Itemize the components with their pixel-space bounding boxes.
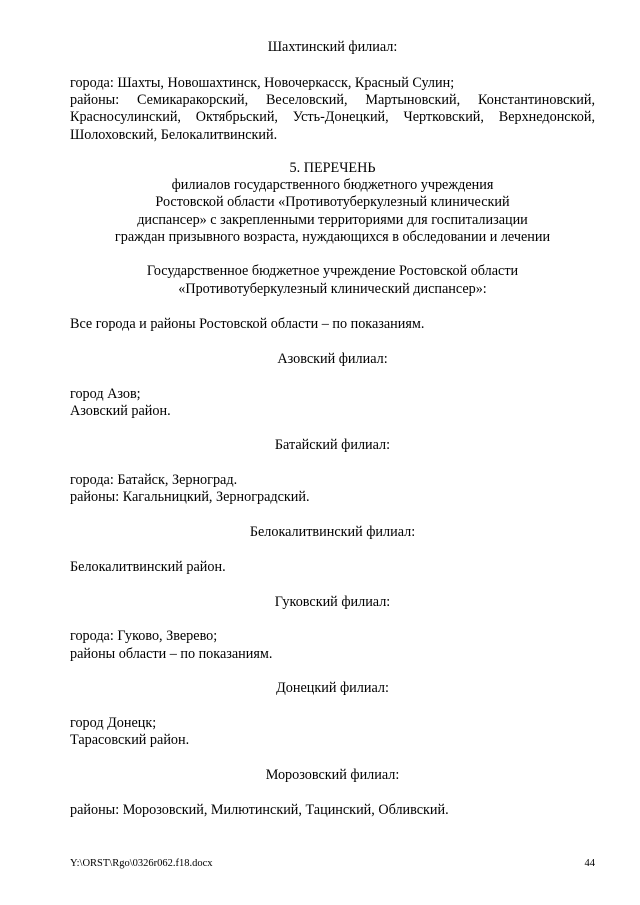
morozovsk-line1: районы: Морозовский, Милютинский, Тацинский, Обливский. (70, 802, 449, 818)
azov-heading: Азовский филиал: (277, 351, 388, 367)
azov-line1: город Азов; (70, 386, 141, 402)
gukovo-line2: районы области – по показаниям. (70, 646, 273, 662)
list-title-line2: филиалов государственного бюджетного учреждения (171, 177, 494, 193)
list-title-line5: граждан призывного возраста, нуждающихся в обследовании и лечении (114, 229, 551, 245)
main-institution-text: Все города и районы Ростовской области – по показаниям. (70, 316, 425, 332)
donetsk-line1: город Донецк; (70, 715, 157, 731)
footer-page-number: 44 (584, 858, 595, 869)
main-institution-line1: Государственное бюджетное учреждение Ростовской области (146, 263, 519, 279)
shakhty-cities: города: Шахты, Новошахтинск, Новочеркасск, Красный Сулин; (70, 75, 455, 91)
gukovo-line1: города: Гуково, Зверево; (70, 628, 218, 644)
list-title-line3: Ростовской области «Противотуберкулезный клинический (155, 194, 510, 210)
main-institution-line2: «Противотуберкулезный клинический диспансер»: (178, 281, 487, 297)
morozovsk-heading: Морозовский филиал: (265, 767, 400, 783)
belokalitva-line1: Белокалитвинский район. (70, 559, 226, 575)
shakhty-districts: районы: Семикаракорский, Веселовский, Мартыновский, Константиновский, Красносулинский, Октябрьский, Усть-Донецкий, Чертковский, Верхнедонской, Шолоховский, Белокалитвинский. (70, 92, 595, 143)
azov-line2: Азовский район. (70, 403, 171, 419)
footer-file-path: Y:\ORST\Rgo\0326r062.f18.docx (70, 858, 213, 869)
gukovo-heading: Гуковский филиал: (274, 594, 391, 610)
donetsk-line2: Тарасовский район. (70, 732, 190, 748)
bataysk-line1: города: Батайск, Зерноград. (70, 472, 238, 488)
list-title-line1: 5. ПЕРЕЧЕНЬ (289, 160, 376, 176)
shakhty-heading: Шахтинский филиал: (267, 39, 398, 55)
donetsk-heading: Донецкий филиал: (276, 680, 389, 696)
belokalitva-heading: Белокалитвинский филиал: (249, 524, 416, 540)
bataysk-heading: Батайский филиал: (274, 437, 391, 453)
bataysk-line2: районы: Кагальницкий, Зерноградский. (70, 489, 310, 505)
list-title-line4: диспансер» с закрепленными территориями для госпитализации (137, 212, 528, 228)
